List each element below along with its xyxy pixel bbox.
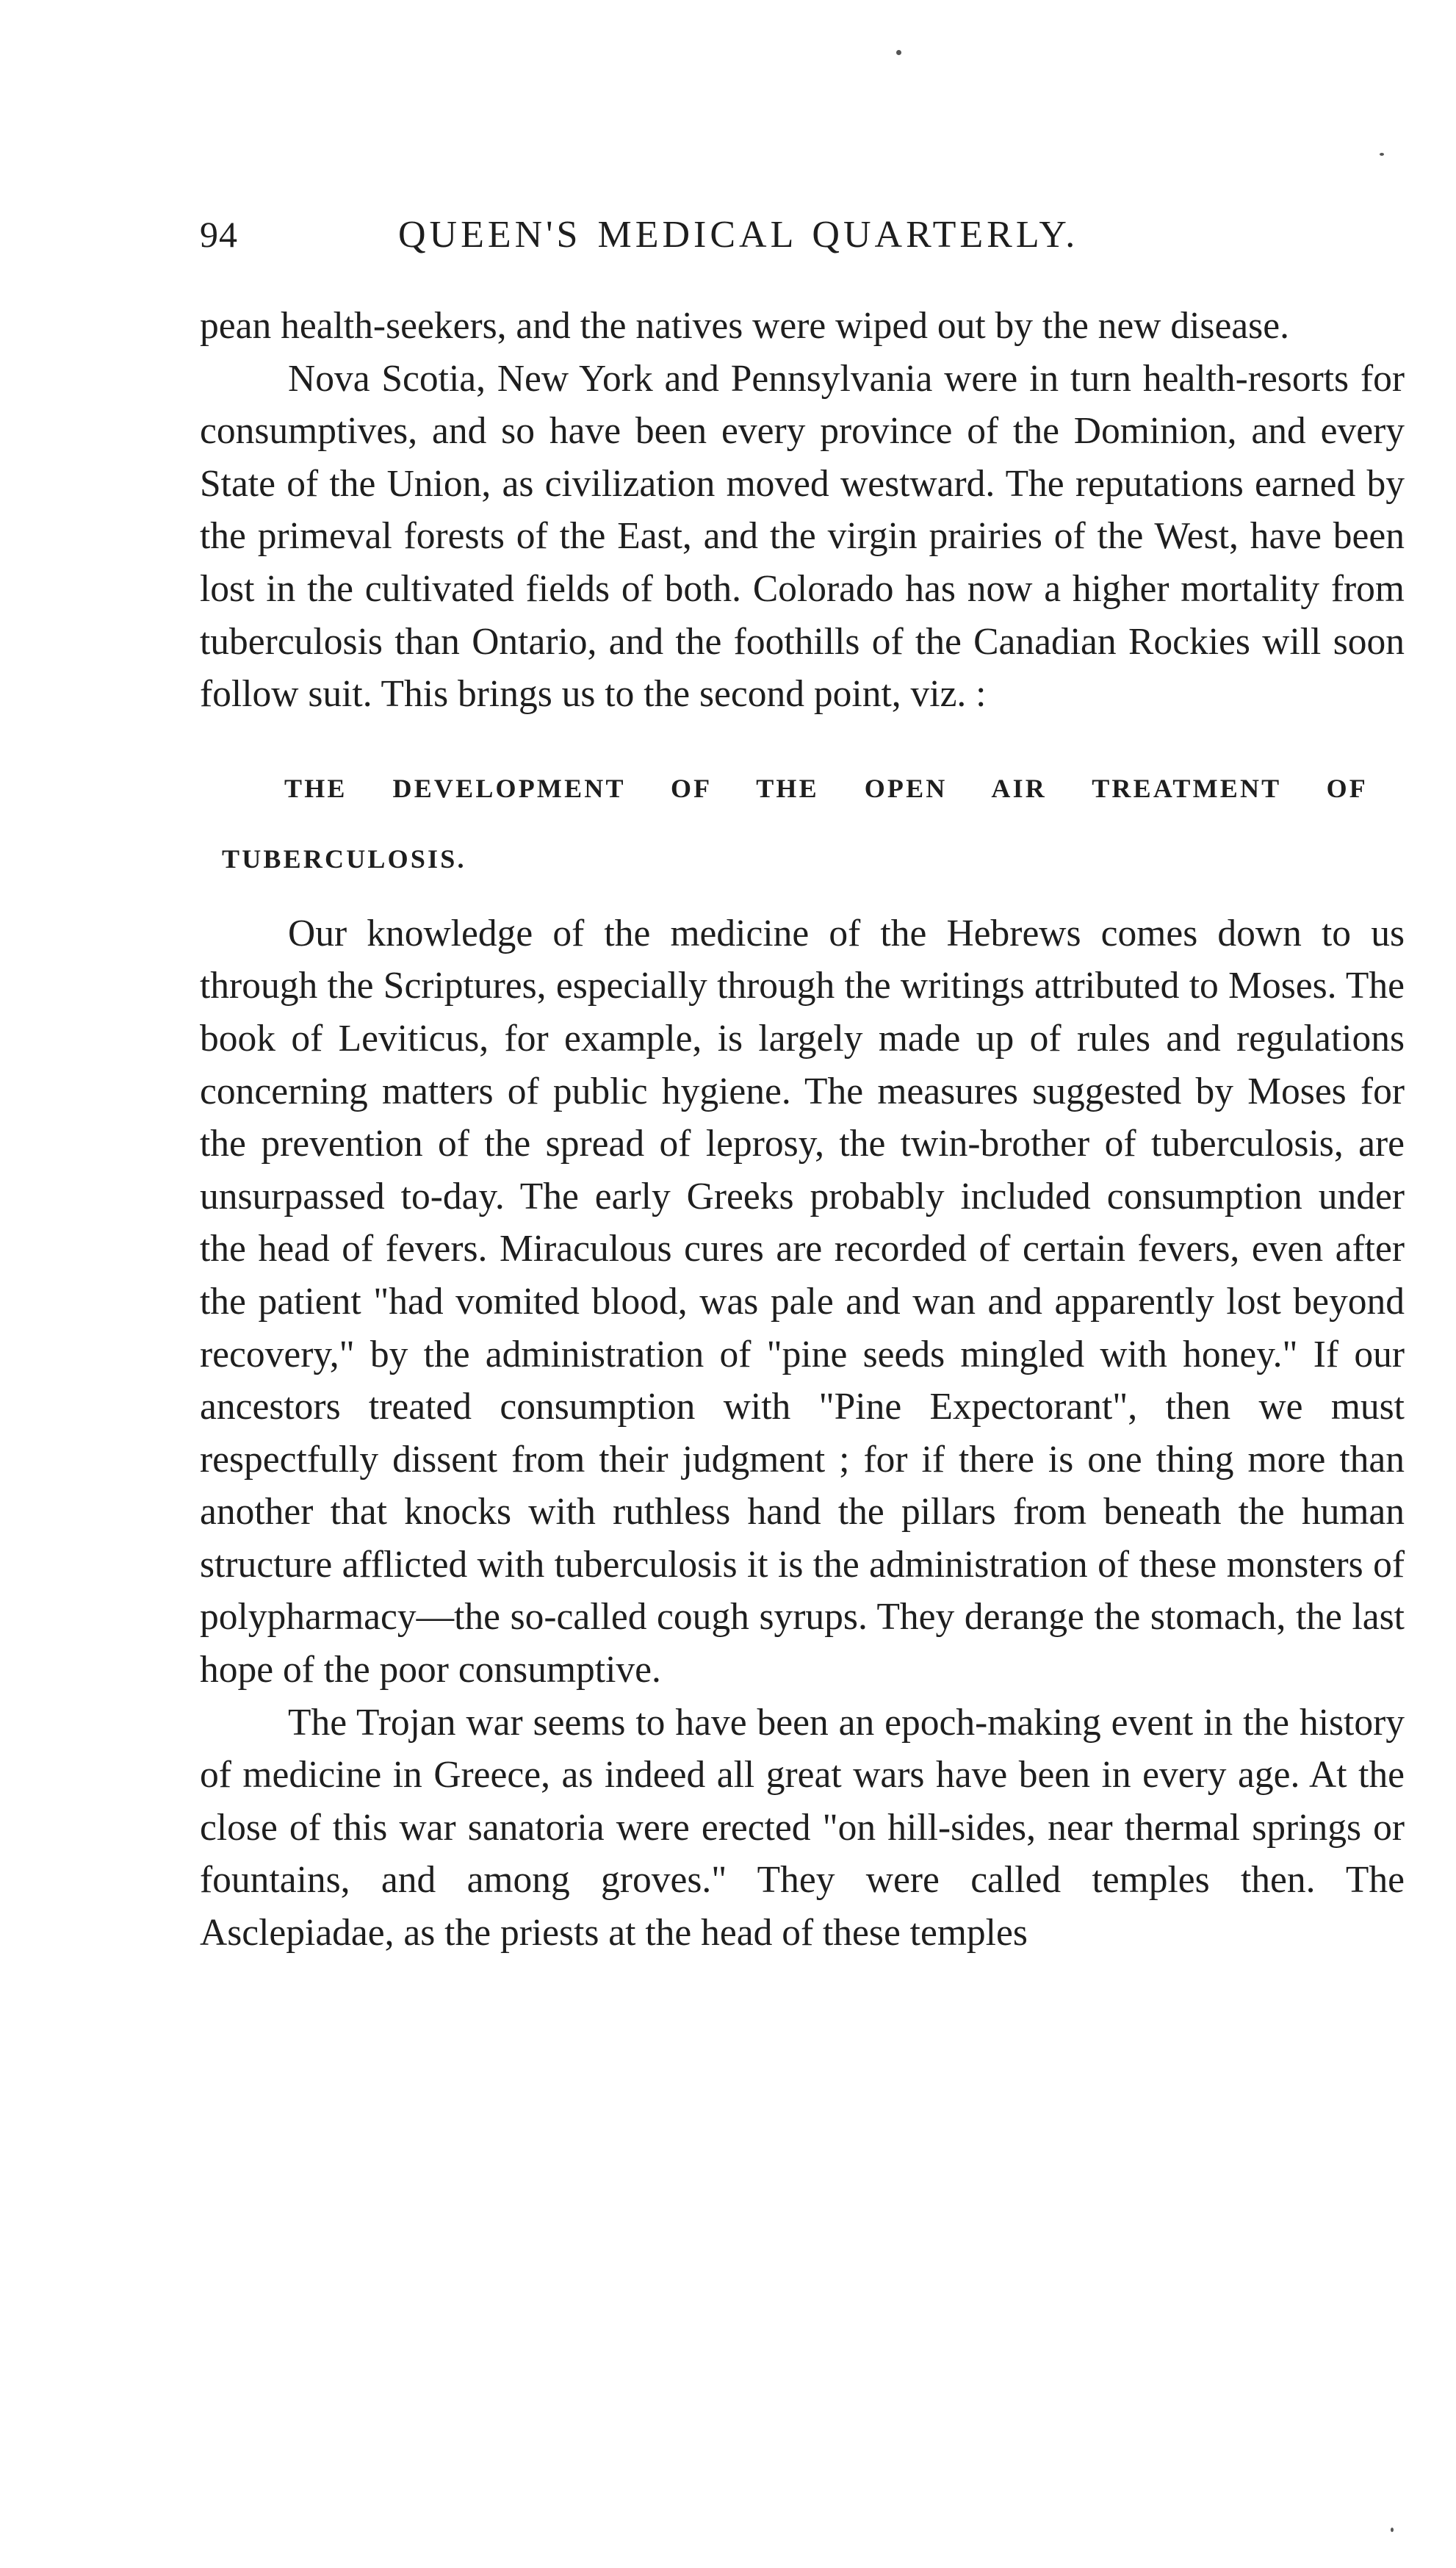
- page-number: 94: [200, 214, 238, 255]
- body-text: [200, 300, 1405, 1960]
- book-page: [200, 213, 1405, 1960]
- print-speck: [1391, 2528, 1394, 2532]
- paragraph: The Trojan war seems to have been an epoch-making event in the history of medicine in Greece, as indeed all great wars have been in every age. At the close of this war sanatoria were erected "on hill-sides, near thermal springs or fountains, and among groves." They were called temples then. The Asclepiadae, as the priests at the head of these temples: [200, 1701, 1405, 1954]
- paragraph: Our knowledge of the medicine of the Hebrews comes down to us through the Scriptures, especially through the writings attributed to Moses. The book of Leviticus, for example, is largely made up of rules and regulations concerning matters of public hygiene. The measures suggested by Moses for the prevention of the spread of leprosy, the twin-brother of tuberculosis, are unsurpassed to-day. The early Greeks probably included consumption under the head of fevers. Miraculous cures are recorded of certain fevers, even after the patient "had vomited blood, was pale and wan and apparently lost beyond recovery," by the administration of "pine seeds mingled with honey." If our ancestors treated consumption with "Pine Expectorant", then we must respectfully dissent from their judgment ; for if there is one thing more than another that knocks with ruthless hand the pillars from beneath the human structure afflicted with tuberculosis it is the administration of these monsters of polypharmacy—the so-called cough syrups. They derange the stomach, the last hope of the poor consumptive.: [200, 912, 1405, 1691]
- paragraph: Nova Scotia, New York and Pennsylvania were in turn health-resorts for consumptives, and so have been every province of the Dominion, and every State of the Union, as civilization moved westward. The reputations earned by the primeval forests of the East, and the virgin prairies of the West, have been lost in the cultivated fields of both. Colorado has now a higher mortality from tuberculosis than Ontario, and the foothills of the Canadian Rockies will soon follow suit. This brings us to the second point, viz. :: [200, 357, 1405, 716]
- section-heading-line-1: THE DEVELOPMENT OF THE OPEN AIR TREATMENT OF: [284, 773, 1368, 803]
- paragraph-continued: pean health-seekers, and the natives were wiped out by the new disease.: [200, 305, 1289, 347]
- print-speck: [1380, 153, 1384, 156]
- section-heading-line-2: TUBERCULOSIS.: [222, 844, 466, 874]
- journal-title: QUEEN'S MEDICAL QUARTERLY.: [398, 214, 1079, 256]
- section-heading: [200, 753, 1405, 894]
- print-speck: [896, 50, 901, 55]
- running-head: [200, 213, 1405, 279]
